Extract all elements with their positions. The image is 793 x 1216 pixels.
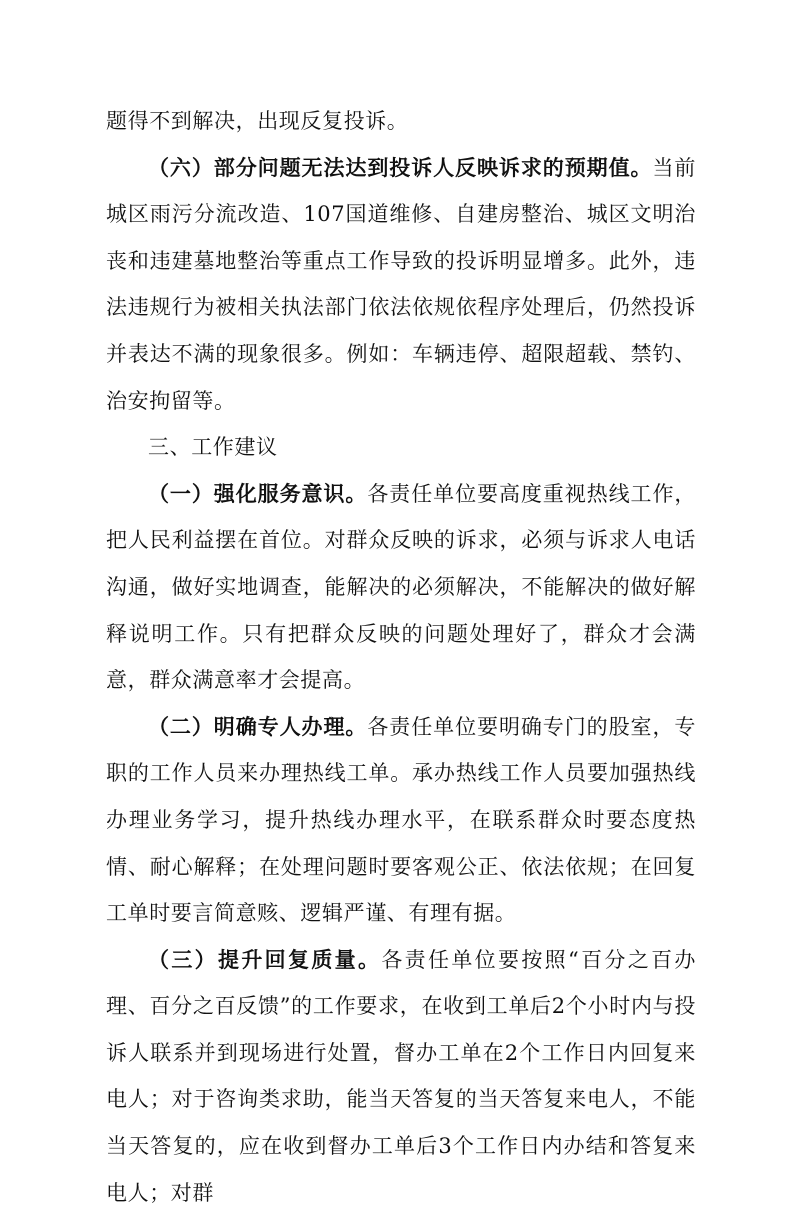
section-heading-text: 三、工作建议 [148, 435, 278, 460]
paragraph-bold-lead: （二）明确专人办理。 [148, 714, 368, 739]
paragraph-suggestion-1 [106, 471, 696, 704]
paragraph-item-6 [106, 145, 696, 425]
document-page [106, 98, 696, 1216]
section-heading [106, 424, 696, 471]
paragraph-text: 各责任单位要高度重视热线工作，把人民利益摆在首位。对群众反映的诉求，必须与诉求人电话沟通，做好实地调查，能解决的必须解决，不能解决的做好解释说明工作。只有把群众反映的问题处理好了，群众才会满意，群众满意率才会提高。 [106, 481, 697, 693]
paragraph-bold-lead: （六）部分问题无法达到投诉人反映诉求的预期值。 [148, 155, 653, 180]
paragraph-bold-lead: （一）强化服务意识。 [148, 481, 368, 506]
paragraph-text: 题得不到解决，出现反复投诉。 [106, 109, 409, 133]
paragraph-text: 各责任单位要明确专门的股室，专职的工作人员来办理热线工单。承办热线工作人员要加强热线办理业务学习，提升热线办理水平，在联系群众时要态度热情、耐心解释；在处理问题时要客观公正、依法依规；在回复工单时要言简意赅、逻辑严谨、有理有据。 [106, 714, 697, 926]
paragraph-text: 各责任单位要按照“百分之百办理、百分之百反馈”的工作要求，在收到工单后2个小时内与投诉人联系并到现场进行处置，督办工单在2个工作日内回复来电人；对于咨询类求助，能当天答复的当天答复来电人，不能当天答复的，应在收到督办工单后3个工作日内办结和答复来电人；对群 [106, 947, 697, 1205]
paragraph-text: 当前城区雨污分流改造、107国道维修、自建房整治、城区文明治丧和违建墓地整治等重点工作导致的投诉明显增多。此外，违法违规行为被相关执法部门依法依规依程序处理后，仍然投诉并表达不满的现象很多。例如：车辆违停、超限超载、禁钓、治安拘留等。 [106, 155, 696, 413]
paragraph-continuation [106, 98, 696, 145]
paragraph-suggestion-3 [106, 937, 696, 1216]
paragraph-suggestion-2 [106, 704, 696, 937]
paragraph-bold-lead: （三）提升回复质量。 [148, 947, 382, 972]
